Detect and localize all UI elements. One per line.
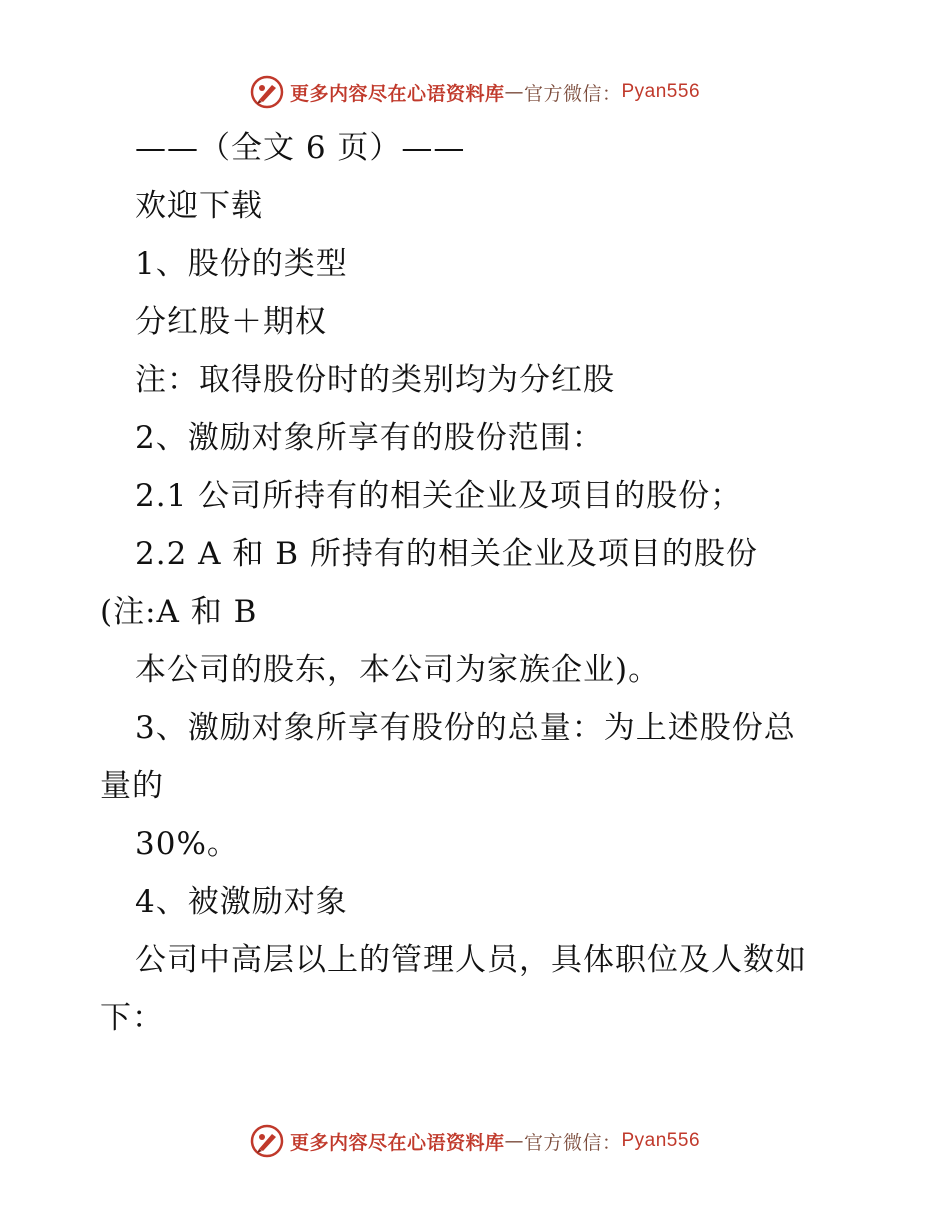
banner-site-text: 更多内容尽在心语资料库 <box>289 1131 505 1154</box>
welcome-line: 欢迎下载 <box>135 188 263 224</box>
item-2-2-note-line: (注:A 和 B <box>100 594 258 630</box>
pen-logo-icon <box>250 1124 284 1158</box>
percentage-line: 30%。 <box>135 826 239 862</box>
share-type-line: 分红股＋期权 <box>135 304 327 340</box>
banner-separator: — <box>504 81 524 103</box>
item-2-1-line: 2.1 公司所持有的相关企业及项目的股份； <box>135 478 743 514</box>
banner-wechat-label: 官方微信： <box>523 1131 622 1154</box>
header-banner <box>0 70 950 114</box>
managers-line: 公司中高层以上的管理人员，具体职位及人数如 <box>135 942 807 978</box>
section-4-heading: 4、被激励对象 <box>135 884 348 920</box>
footer-banner <box>0 1119 950 1163</box>
note-line: 注：取得股份时的类别均为分红股 <box>135 362 615 398</box>
item-2-2-line: 2.2 A 和 B 所持有的相关企业及项目的股份 <box>135 536 758 572</box>
banner-separator: — <box>504 1130 524 1152</box>
banner-site-text: 更多内容尽在心语资料库 <box>289 82 505 105</box>
pen-logo-icon <box>250 75 284 109</box>
managers-line-continued: 下： <box>100 1000 164 1036</box>
banner-wechat-label: 官方微信： <box>523 82 622 105</box>
banner-wechat-id: Pyan556 <box>621 1130 701 1151</box>
page-count-line: ——（全文 6 页）—— <box>135 130 466 166</box>
section-3-heading: 3、激励对象所享有股份的总量：为上述股份总 <box>135 710 796 746</box>
banner-wechat-id: Pyan556 <box>621 81 701 102</box>
section-2-heading: 2、激励对象所享有的股份范围： <box>135 420 604 456</box>
shareholder-line: 本公司的股东，本公司为家族企业)。 <box>135 652 661 688</box>
section-1-heading: 1、股份的类型 <box>135 246 348 282</box>
section-3-continued: 量的 <box>100 768 164 804</box>
